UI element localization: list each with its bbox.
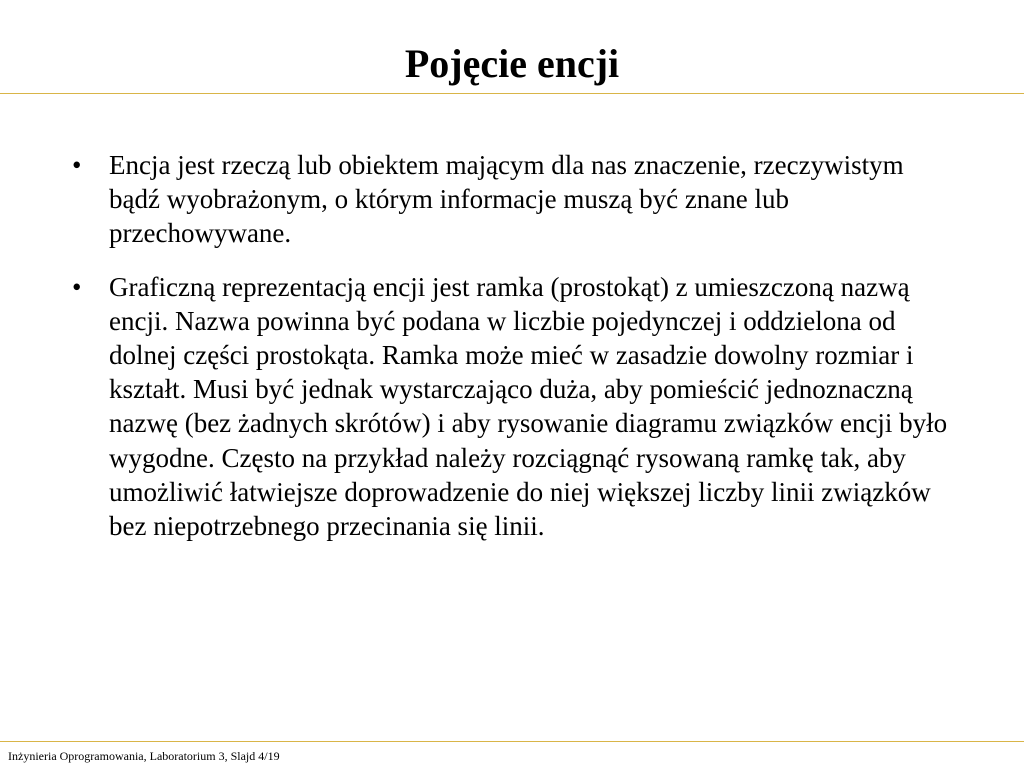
bullet-item-definition [72,148,952,251]
bullet-list [72,148,952,562]
bullet-marker: • [72,271,82,302]
slide-footer: Inżynieria Oprogramowania, Laboratorium 3, Slajd 4/19 [8,749,280,763]
footer-divider [0,741,1024,742]
bullet-item-graphic-representation [72,270,952,544]
bullet-text: Graficzną reprezentacją encji jest ramka (prostokąt) z umieszczoną nazwą encji. Nazwa powinna być podana w liczbie pojedynczej i oddzielona od dolnej części prostokąta. Ramka może mieć w zasadzie dowolny rozmiar i kształt. Musi być jednak wystarczająco duża, aby pomieścić jednoznaczną nazwę (bez żadnych skrótów) i aby rysowanie diagramu związków encji było wygodne. Często na przykład należy rozciągnąć rysowaną ramkę tak, aby umożliwić łatwiejsze doprowadzenie do niej większej liczby linii związków bez niepotrzebnego przecinania się linii. [109,271,948,542]
slide-title: Pojęcie encji [404,41,620,86]
bullet-text: Encja jest rzeczą lub obiektem mającym dla nas znaczenie, rzeczywistym bądź wyobrażonym, o którym informacje muszą być znane lub przechowywane. [109,150,904,249]
title-divider [0,93,1024,94]
bullet-marker: • [72,150,82,180]
